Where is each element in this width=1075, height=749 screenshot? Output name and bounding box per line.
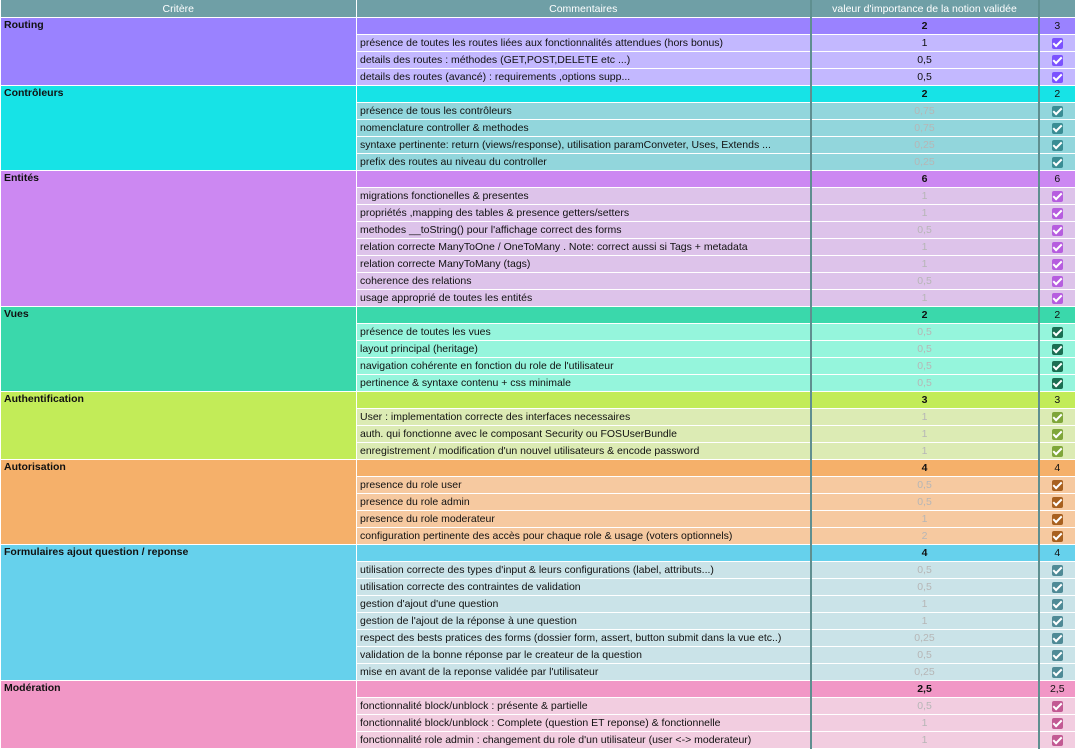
checkbox-cell <box>1039 426 1075 443</box>
checkbox-cell <box>1039 137 1075 154</box>
value-cell[interactable]: 1 <box>811 596 1039 613</box>
critere-cell[interactable]: Entités <box>1 171 357 307</box>
checkbox-checked-icon[interactable] <box>1052 140 1063 151</box>
value-cell[interactable]: 0,5 <box>811 375 1039 392</box>
section-comment-cell[interactable] <box>357 171 811 188</box>
section-row-autorisation <box>1 460 1075 477</box>
section-row-contr-leurs <box>1 86 1075 103</box>
section-score-cell[interactable]: 2,5 <box>1039 681 1075 698</box>
comment-cell[interactable]: presence du role admin <box>357 494 811 511</box>
checkbox-checked-icon[interactable] <box>1052 582 1063 593</box>
critere-cell[interactable]: Authentification <box>1 392 357 460</box>
comment-cell[interactable]: details des routes (avancé) : requirements ,options supp... <box>357 69 811 86</box>
comment-cell[interactable]: validation de la bonne réponse par le createur de la question <box>357 647 811 664</box>
checkbox-checked-icon[interactable] <box>1052 497 1063 508</box>
checkbox-checked-icon[interactable] <box>1052 514 1063 525</box>
comment-cell[interactable]: gestion de l'ajout de la réponse à une question <box>357 613 811 630</box>
value-cell[interactable]: 1 <box>811 188 1039 205</box>
checkbox-checked-icon[interactable] <box>1052 293 1063 304</box>
section-comment-cell[interactable] <box>357 86 811 103</box>
section-row-routing <box>1 18 1075 35</box>
value-cell[interactable]: 0,5 <box>811 494 1039 511</box>
comment-cell[interactable]: prefix des routes au niveau du controller <box>357 154 811 171</box>
checkbox-cell <box>1039 324 1075 341</box>
value-cell[interactable]: 0,75 <box>811 103 1039 120</box>
comment-cell[interactable]: coherence des relations <box>357 273 811 290</box>
value-cell[interactable]: 0,5 <box>811 52 1039 69</box>
value-cell[interactable]: 1 <box>811 715 1039 732</box>
checkbox-checked-icon[interactable] <box>1052 208 1063 219</box>
section-score-cell[interactable]: 4 <box>1039 545 1075 562</box>
checkbox-cell <box>1039 205 1075 222</box>
checkbox-cell <box>1039 647 1075 664</box>
section-comment-cell[interactable] <box>357 460 811 477</box>
checkbox-cell <box>1039 188 1075 205</box>
checkbox-cell <box>1039 443 1075 460</box>
value-cell[interactable]: 0,25 <box>811 630 1039 647</box>
header-row <box>1 0 1075 18</box>
comment-cell[interactable]: respect des bests pratices des forms (dossier form, assert, button submit dans la vue etc..) <box>357 630 811 647</box>
checkbox-checked-icon[interactable] <box>1052 106 1063 117</box>
section-total-cell[interactable]: 2 <box>811 86 1039 103</box>
checkbox-checked-icon[interactable] <box>1052 259 1063 270</box>
checkbox-cell <box>1039 341 1075 358</box>
value-cell[interactable]: 0,25 <box>811 137 1039 154</box>
checkbox-cell <box>1039 222 1075 239</box>
checkbox-cell <box>1039 596 1075 613</box>
comment-cell[interactable]: syntaxe pertinente: return (views/response), utilisation paramConveter, Uses, Extends ... <box>357 137 811 154</box>
comment-cell[interactable]: User : implementation correcte des interfaces necessaires <box>357 409 811 426</box>
section-total-cell[interactable]: 2 <box>811 307 1039 324</box>
critere-cell[interactable]: Modération <box>1 681 357 749</box>
checkbox-checked-icon[interactable] <box>1052 667 1063 678</box>
section-comment-cell[interactable] <box>357 392 811 409</box>
critere-cell[interactable]: Formulaires ajout question / reponse <box>1 545 357 681</box>
comment-cell[interactable]: utilisation correcte des types d'input & leurs configurations (label, attributs...) <box>357 562 811 579</box>
value-cell[interactable]: 0,5 <box>811 647 1039 664</box>
checkbox-cell <box>1039 290 1075 307</box>
checkbox-checked-icon[interactable] <box>1052 735 1063 746</box>
checkbox-checked-icon[interactable] <box>1052 157 1063 168</box>
checkbox-cell <box>1039 52 1075 69</box>
comment-cell[interactable]: pertinence & syntaxe contenu + css minimale <box>357 375 811 392</box>
comment-cell[interactable]: fonctionnalité block/unblock : présente & partielle <box>357 698 811 715</box>
critere-cell[interactable]: Contrôleurs <box>1 86 357 171</box>
section-comment-cell[interactable] <box>357 545 811 562</box>
checkbox-checked-icon[interactable] <box>1052 616 1063 627</box>
value-cell[interactable]: 1 <box>811 35 1039 52</box>
value-cell[interactable]: 0,5 <box>811 477 1039 494</box>
checkbox-cell <box>1039 511 1075 528</box>
section-comment-cell[interactable] <box>357 307 811 324</box>
value-cell[interactable]: 0,5 <box>811 222 1039 239</box>
section-row-authentification <box>1 392 1075 409</box>
value-cell[interactable]: 1 <box>811 290 1039 307</box>
checkbox-checked-icon[interactable] <box>1052 361 1063 372</box>
value-cell[interactable]: 0,5 <box>811 273 1039 290</box>
comment-cell[interactable]: enregistrement / modification d'un nouvel utilisateurs & encode password <box>357 443 811 460</box>
comment-cell[interactable]: fonctionnalité role admin : changement du role d'un utilisateur (user <-> moderateur) <box>357 732 811 749</box>
checkbox-cell <box>1039 154 1075 171</box>
value-cell[interactable]: 0,25 <box>811 154 1039 171</box>
section-row-formulaires-ajout-question-reponse <box>1 545 1075 562</box>
section-score-cell[interactable]: 2 <box>1039 86 1075 103</box>
comment-cell[interactable]: utilisation correcte des contraintes de validation <box>357 579 811 596</box>
section-total-cell[interactable]: 2 <box>811 18 1039 35</box>
critere-cell[interactable]: Vues <box>1 307 357 392</box>
checkbox-cell <box>1039 664 1075 681</box>
checkbox-checked-icon[interactable] <box>1052 344 1063 355</box>
checkbox-checked-icon[interactable] <box>1052 72 1063 83</box>
checkbox-cell <box>1039 579 1075 596</box>
checkbox-cell <box>1039 120 1075 137</box>
comment-cell[interactable]: auth. qui fonctionne avec le composant Security ou FOSUserBundle <box>357 426 811 443</box>
checkbox-checked-icon[interactable] <box>1052 718 1063 729</box>
value-cell[interactable]: 1 <box>811 256 1039 273</box>
checkbox-checked-icon[interactable] <box>1052 378 1063 389</box>
checkbox-cell <box>1039 273 1075 290</box>
value-cell[interactable]: 0,5 <box>811 562 1039 579</box>
comment-cell[interactable]: navigation cohérente en fonction du role de l'utilisateur <box>357 358 811 375</box>
section-score-cell[interactable]: 2 <box>1039 307 1075 324</box>
checkbox-cell <box>1039 256 1075 273</box>
section-score-cell[interactable]: 4 <box>1039 460 1075 477</box>
checkbox-cell <box>1039 698 1075 715</box>
checkbox-checked-icon[interactable] <box>1052 327 1063 338</box>
value-cell[interactable]: 1 <box>811 443 1039 460</box>
checkbox-checked-icon[interactable] <box>1052 412 1063 423</box>
checkbox-checked-icon[interactable] <box>1052 191 1063 202</box>
checkbox-checked-icon[interactable] <box>1052 55 1063 66</box>
value-cell[interactable]: 0,5 <box>811 69 1039 86</box>
comment-cell[interactable]: migrations fonctionelles & presentes <box>357 188 811 205</box>
section-total-cell[interactable]: 4 <box>811 460 1039 477</box>
value-cell[interactable]: 1 <box>811 426 1039 443</box>
header-commentaires[interactable]: Commentaires <box>357 0 811 18</box>
section-comment-cell[interactable] <box>357 681 811 698</box>
comment-cell[interactable]: configuration pertinente des accès pour chaque role & usage (voters optionnels) <box>357 528 811 545</box>
critere-cell[interactable]: Autorisation <box>1 460 357 545</box>
value-cell[interactable]: 0,5 <box>811 324 1039 341</box>
checkbox-checked-icon[interactable] <box>1052 701 1063 712</box>
section-total-cell[interactable]: 3 <box>811 392 1039 409</box>
checkbox-cell <box>1039 69 1075 86</box>
value-cell[interactable]: 2 <box>811 528 1039 545</box>
value-cell[interactable]: 1 <box>811 511 1039 528</box>
checkbox-cell <box>1039 562 1075 579</box>
checkbox-cell <box>1039 630 1075 647</box>
checkbox-cell <box>1039 477 1075 494</box>
section-score-cell[interactable]: 3 <box>1039 392 1075 409</box>
comment-cell[interactable]: gestion d'ajout d'une question <box>357 596 811 613</box>
comment-cell[interactable]: présence de toutes les vues <box>357 324 811 341</box>
value-cell[interactable]: 1 <box>811 205 1039 222</box>
comment-cell[interactable]: mise en avant de la reponse validée par l'utilisateur <box>357 664 811 681</box>
checkbox-checked-icon[interactable] <box>1052 599 1063 610</box>
comment-cell[interactable]: présence de tous les contrôleurs <box>357 103 811 120</box>
checkbox-cell <box>1039 239 1075 256</box>
comment-cell[interactable]: details des routes : méthodes (GET,POST,DELETE etc ...) <box>357 52 811 69</box>
section-total-cell[interactable]: 6 <box>811 171 1039 188</box>
comment-cell[interactable]: presence du role moderateur <box>357 511 811 528</box>
checkbox-cell <box>1039 494 1075 511</box>
value-cell[interactable]: 0,5 <box>811 341 1039 358</box>
value-cell[interactable]: 1 <box>811 613 1039 630</box>
checkbox-cell <box>1039 613 1075 630</box>
value-cell[interactable]: 0,5 <box>811 358 1039 375</box>
comment-cell[interactable]: presence du role user <box>357 477 811 494</box>
section-row-mod-ration <box>1 681 1075 698</box>
checkbox-cell <box>1039 35 1075 52</box>
comment-cell[interactable]: relation correcte ManyToMany (tags) <box>357 256 811 273</box>
checkbox-checked-icon[interactable] <box>1052 242 1063 253</box>
header-critere[interactable]: Critère <box>1 0 357 18</box>
comment-cell[interactable]: propriétés ,mapping des tables & presence getters/setters <box>357 205 811 222</box>
checkbox-checked-icon[interactable] <box>1052 565 1063 576</box>
checkbox-checked-icon[interactable] <box>1052 38 1063 49</box>
value-cell[interactable]: 1 <box>811 409 1039 426</box>
checkbox-cell <box>1039 358 1075 375</box>
value-cell[interactable]: 0,5 <box>811 698 1039 715</box>
section-score-cell[interactable]: 3 <box>1039 18 1075 35</box>
checkbox-checked-icon[interactable] <box>1052 276 1063 287</box>
checkbox-checked-icon[interactable] <box>1052 446 1063 457</box>
header-check[interactable] <box>1039 0 1075 18</box>
checkbox-checked-icon[interactable] <box>1052 123 1063 134</box>
section-row-vues <box>1 307 1075 324</box>
comment-cell[interactable]: présence de toutes les routes liées aux fonctionnalités attendues (hors bonus) <box>357 35 811 52</box>
checkbox-cell <box>1039 103 1075 120</box>
value-cell[interactable]: 0,25 <box>811 664 1039 681</box>
comment-cell[interactable]: fonctionnalité block/unblock : Complete (question ET reponse) & fonctionnelle <box>357 715 811 732</box>
value-cell[interactable]: 0,5 <box>811 579 1039 596</box>
checkbox-cell <box>1039 409 1075 426</box>
checkbox-cell <box>1039 375 1075 392</box>
section-total-cell[interactable]: 4 <box>811 545 1039 562</box>
checkbox-checked-icon[interactable] <box>1052 633 1063 644</box>
checkbox-checked-icon[interactable] <box>1052 429 1063 440</box>
comment-cell[interactable]: methodes __toString() pour l'affichage correct des forms <box>357 222 811 239</box>
header-valeur[interactable]: valeur d'importance de la notion validée <box>811 0 1039 18</box>
value-cell[interactable]: 1 <box>811 732 1039 749</box>
comment-cell[interactable]: layout principal (heritage) <box>357 341 811 358</box>
checkbox-checked-icon[interactable] <box>1052 650 1063 661</box>
checkbox-cell <box>1039 528 1075 545</box>
checkbox-checked-icon[interactable] <box>1052 225 1063 236</box>
critere-cell[interactable]: Routing <box>1 18 357 86</box>
section-score-cell[interactable]: 6 <box>1039 171 1075 188</box>
checkbox-checked-icon[interactable] <box>1052 480 1063 491</box>
comment-cell[interactable]: usage approprié de toutes les entités <box>357 290 811 307</box>
checkbox-checked-icon[interactable] <box>1052 531 1063 542</box>
section-total-cell[interactable]: 2,5 <box>811 681 1039 698</box>
value-cell[interactable]: 0,75 <box>811 120 1039 137</box>
section-row-entit-s <box>1 171 1075 188</box>
checkbox-cell <box>1039 715 1075 732</box>
checkbox-cell <box>1039 732 1075 749</box>
value-cell[interactable]: 1 <box>811 239 1039 256</box>
comment-cell[interactable]: relation correcte ManyToOne / OneToMany . Note: correct aussi si Tags + metadata <box>357 239 811 256</box>
section-comment-cell[interactable] <box>357 18 811 35</box>
comment-cell[interactable]: nomenclature controller & methodes <box>357 120 811 137</box>
